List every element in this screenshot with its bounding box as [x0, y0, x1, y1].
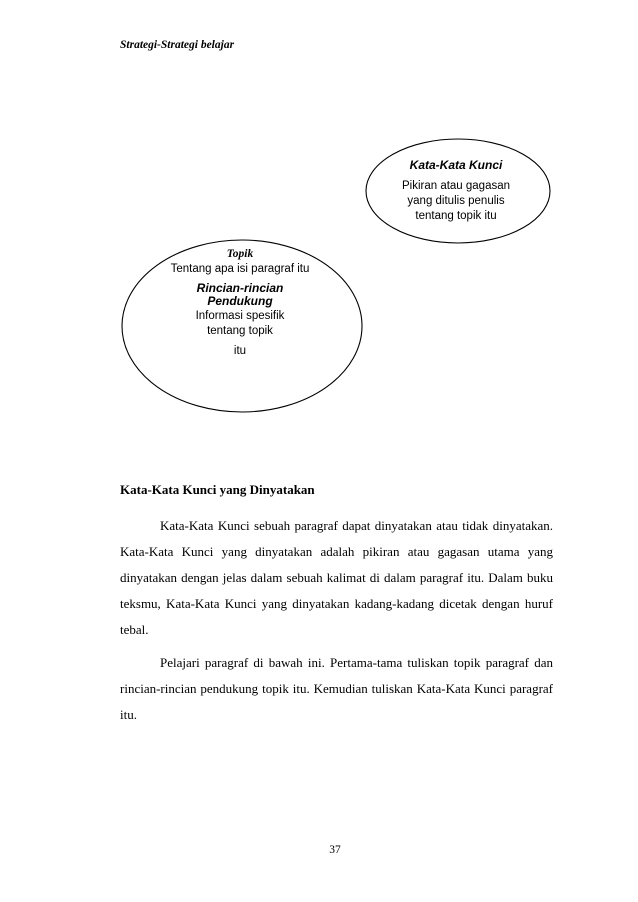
- key-words-line: tentang topik itu: [415, 210, 497, 222]
- supporting-details-line: tentang topik: [207, 325, 273, 337]
- paragraph: Pelajari paragraf di bawah ini. Pertama-tama tuliskan topik paragraf dan rincian-rincian pendukung topik itu. Kemudian tuliskan Kata-Kata Kunci paragraf itu.: [120, 655, 553, 722]
- supporting-details-line: Informasi spesifik: [195, 310, 285, 322]
- key-words-title: Kata-Kata Kunci: [409, 158, 503, 172]
- key-words-line: yang ditulis penulis: [407, 195, 505, 207]
- supporting-details-title: Rincian-rincian: [196, 281, 284, 295]
- section-heading: Kata-Kata Kunci yang Dinyatakan: [120, 482, 315, 497]
- paragraph: Kata-Kata Kunci sebuah paragraf dapat dinyatakan atau tidak dinyatakan. Kata-Kata Kunci yang dinyatakan adalah pikiran atau gagasan utama yang dinyatakan dengan jelas dalam sebuah kalimat di dalam paragraf itu. Dalam buku teksmu, Kata-Kata Kunci yang dinyatakan kadang-kadang dicetak dengan huruf tebal.: [120, 518, 553, 637]
- running-title: Strategi-Strategi belajar: [120, 39, 235, 51]
- key-words-line: Pikiran atau gagasan: [401, 180, 511, 192]
- topic-title: Topik: [226, 248, 254, 260]
- topic-description: Tentang apa isi paragraf itu: [170, 263, 310, 275]
- page-number: 37: [329, 844, 341, 856]
- supporting-details-title: Pendukung: [207, 294, 273, 308]
- topic-keywords-diagram: [0, 0, 638, 440]
- diagram-shapes: [0, 0, 638, 440]
- body-text: [120, 513, 553, 735]
- supporting-details-line: itu: [233, 345, 247, 357]
